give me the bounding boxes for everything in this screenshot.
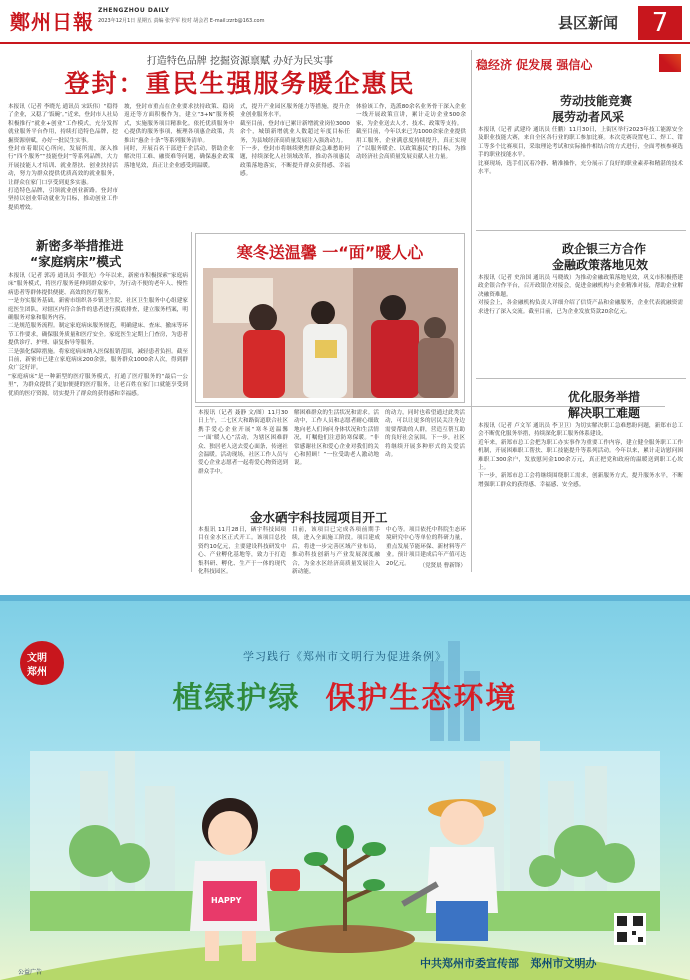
photo-story-col-3: 的动力，同时也希望通过此类活动，可以让更多的居民关注身边需要帮助的人群，营造互帮互助的良好社会氛围。下一步，社区将继续开展多种形式的关爱活动。 [385,410,465,459]
right-article-2-body: 本报讯（记者 史治国 通讯员 马晓战）为推动金融政策落地见效，巩义市积极搭建政企银合作平台，召开政银企对接会，促进金融机构与企业精准对接，帮助企业解决融资难题。 对接会上，各金融机构负责人详细介绍了信贷产品和金融服务，企业代表就融资需求进行了深入交流。截至目前，已为企业发放贷款20余亿元。 [478,275,683,315]
jinshui-col-3: 中心等。项目依托中科院生态环境研究中心等单位的科研力量，重点发展节能环保、新材料等产业。预计项目建成后年产值可达20亿元。 [386,527,466,567]
jinshui-col-2: 目前，该项目已完成各项前期手续，进入全面施工阶段。项目建成后，将进一步完善区域产业布局，推动科技创新与产业发展深度融合，为金水区经济高质量发展注入新动能。 [292,527,380,576]
right-article-3-title-1: 优化服务举措 [568,390,641,404]
photo-story-col-2: 解困难群众的生活状况和需求。活动中，工作人员和志愿者耐心细致地向老人们询问身体状况和生活情况，叮嘱他们注意防寒保暖。“非常感谢社区和爱心企业对我们的关心和照顾！”一位受助老人激动地说。 [294,410,379,467]
lead-headline: 登封：重民生强服务暖企惠民 [64,69,416,98]
girl-shirt-text: HAPPY [211,896,242,905]
right-article-3-body: 本报讯（记者 卢文军 通讯员 李卫卫）为切实解决职工急难愁盼问题，新郑市总工会不断优化服务举措，持续深化职工服务体系建设。 近年来，新郑市总工会把为职工办实事作为重要工作内容，建立健全服务职工工作机制，开展困难职工帮扶、职工技能提升等系列活动。今年以来，累计走访慰问困难职工300余户，发放慰问金100余万元，真正把党和政府的温暖送到职工心坎上。 下一步，新郑市总工会将继续围绕职工需求，创新服务方式，提升服务水平，不断增强职工群众的获得感、幸福感、安全感。 [478,423,683,488]
newspaper-logo: 鄭州日報 [10,10,94,34]
ad-title-green: 植绿护绿 [172,681,301,716]
lead-col-1: 本报讯（记者 李晓光 通讯员 宋跃伟）“稳得了企业，又稳了‘饭碗’。”近来，登封市人社局积极推行“就业+创业”工作模式，充分发挥就业服务平台作用，持续打造特色品牌，挖掘资源禀赋，办好一批民生实事。 登封市着眼民心所向，发展所需，深入推行“四个服务”“技能登封”等系列品牌，大力开展技能人才培训、就业帮扶、创业扶持活动，努力为群众提供优质高效的就业服务，让群众在家门口享受到更多实惠。 打造特色品牌，引领就业创业新路。登封市坚持以创业带动就业为目标，推动创业工作提质增效。 [8,104,118,211]
volunteer-photo [203,268,458,398]
jinshui-col-1: 本报讯 11月28日，硒宇科技园项目在金水区正式开工。该项目总投资约10亿元，主要建设科技研发中心、产业孵化基地等，致力于打造集科研、孵化、生产于一体的现代化科技园区。 [198,527,286,576]
right-article-2-title-1: 政企银三方合作 [562,242,647,256]
english-name: ZHENGZHOU DAILY [98,7,170,14]
dateline: 2023年12月1日 星期五 责编 张学军 校对 胡会君 E-mail:zzrb@163.com [98,18,265,24]
right-article-1-title-2: 展劳动者风采 [552,110,625,124]
ad-title-red: 保护生态环境 [325,681,518,716]
jinshui-byline: （党贤晨 曹新锋） [419,563,466,569]
ad-title [0,673,690,717]
right-divider-1 [476,230,686,231]
lead-col-4: 体验该工作，选派80余名业务骨干深入企业一线开展政策宣讲，累计走访企业500余家，为企业送去人才、技术、政策等支持。 截至目前，今年以来已为1000余家企业提供用工服务，企业满意度持续提升，真正实现了“以服务暖企、以政策惠民”的目标，为推动经济社会高质量发展贡献人社力量。 [356,104,466,161]
page-number: 7 [638,6,682,40]
badge-line-1: 文明 [27,653,47,664]
right-article-1-body: 本报讯（记者 武建玲 通讯员 任鹏）11月30日，上街区举行2023年技工能源安全及职业技能大赛，来自全区各行业的职工参加比赛。本次竞赛设置电工、焊工、钳工等多个比赛项目，采取理论考试和实际操作相结合的方式进行，全面考核参赛选手的职业技能水平。 比赛现场，选手们沉着冷静、精准操作，充分展示了良好的职业素养和精湛的技术水平。 [478,127,683,176]
section-name: 县区新闻 [558,14,619,32]
photo-story-title: 寒冬送温馨 一“面”暖人心 [236,243,424,262]
theme-banner [470,54,685,72]
masthead [0,0,690,44]
public-service-ad [0,595,690,980]
left-article-body: 本报讯（记者 郭涛 通讯员 李银光）今年以来，新密市积极探索“家庭病床”服务模式，将医疗服务延伸到群众家中，为行动不便的老年人、慢性病患者等群体提供便捷、高效的医疗服务。 一是夯实服务基础。新密市组织各乡镇卫生院、社区卫生服务中心组建家庭医生团队，对辖区内符合条件的患者进行摸底排查，建立服务档案，明确服务对象和服务内容。 二是规范服务流程。制定家庭病床服务规范，明确建床、查床、撤床等环节工作要求，确保服务质量和医疗安全。家庭医生定期上门查房，为患者提供诊疗、护理、康复指导等服务。 三是强化保障措施。将家庭病床纳入医保报销范围，减轻患者负担。截至目前，新密市已建立家庭病床200余张，服务群众1000余人次，得到群众广泛好评。 “家庭病床”是一种新型的医疗服务模式，打通了医疗服务的“最后一公里”，为群众提供了更加便捷的医疗服务，让老百姓在家门口就能享受到优质的医疗资源，切实提升了群众的获得感和幸福感。 [8,273,188,397]
jinshui-headline: 金水硒宇科技园项目开工 [250,510,388,525]
masthead-rule [0,42,690,44]
right-article-1-title-1: 劳动技能竞赛 [560,94,633,108]
theme-banner-text: 稳经济 促发展 强信心 [476,58,593,72]
photo-illustration [203,268,458,398]
right-article-2-title-2: 金融政策落地见效 [552,258,649,272]
right-column-divider [471,50,472,572]
column-divider [191,232,192,572]
ad-sponsor: 中共郑州市委宣传部 郑州市文明办 [420,957,597,970]
left-headline-line-2: “家庭病床”模式 [30,254,122,269]
lead-col-2: 坡，登封市重点在企业要求扶持政策、稳岗返还等方面积极作为，建立“3+N”服务模式，实施服务项目精准化。依托优质服务中心提供的服务事项，梳理各项惠企政策，共推出“惠企十条”等系列服务清单。 同时，开展百名干部进千企活动，帮助企业解决用工难、融资难等问题，确保惠企政策落地见效，真正让企业感受到温暖。 [124,104,234,169]
left-headline-line-1: 新密多举措推进 [36,238,124,253]
badge-line-2: 郑州 [27,667,47,678]
photo-caption: 本报讯（记者 聂静 文/图）11月30日上午，二七区大和路街道联合社区携手爱心企业开展“寒冬送温馨 一‘面’暖人心”活动，为辖区困难群众、独居老人送去爱心面条，传递社会温暖。活动现场，社区工作人员与爱心企业志愿者一起将爱心物资送到群众手中。 [198,410,290,475]
lead-col-3: 式，提升产业园区服务能力等措施，提升企业创业服务水平。 截至目前，登封市已累计新增就业岗位3000余个，城镇新增就业人数超过年度目标任务，为县域经济高质量发展注入强劲动力。 下一步，登封市将继续聚焦群众急难愁盼问题，持续深化人社领域改革，推动各项惠民政策落地落实，不断提升群众获得感、幸福感。 [240,104,350,178]
right-divider-2 [476,378,686,379]
ad-subtitle: 学习践行《郑州市文明行为促进条例》 [243,650,447,663]
arrow-up-icon [659,54,681,72]
right-article-3-title-2: 解决职工难题 [568,406,641,420]
ad-footnote: 公益广告 [18,969,43,976]
lead-kicker: 打造特色品牌 挖掘资源禀赋 办好为民实事 [146,56,334,67]
